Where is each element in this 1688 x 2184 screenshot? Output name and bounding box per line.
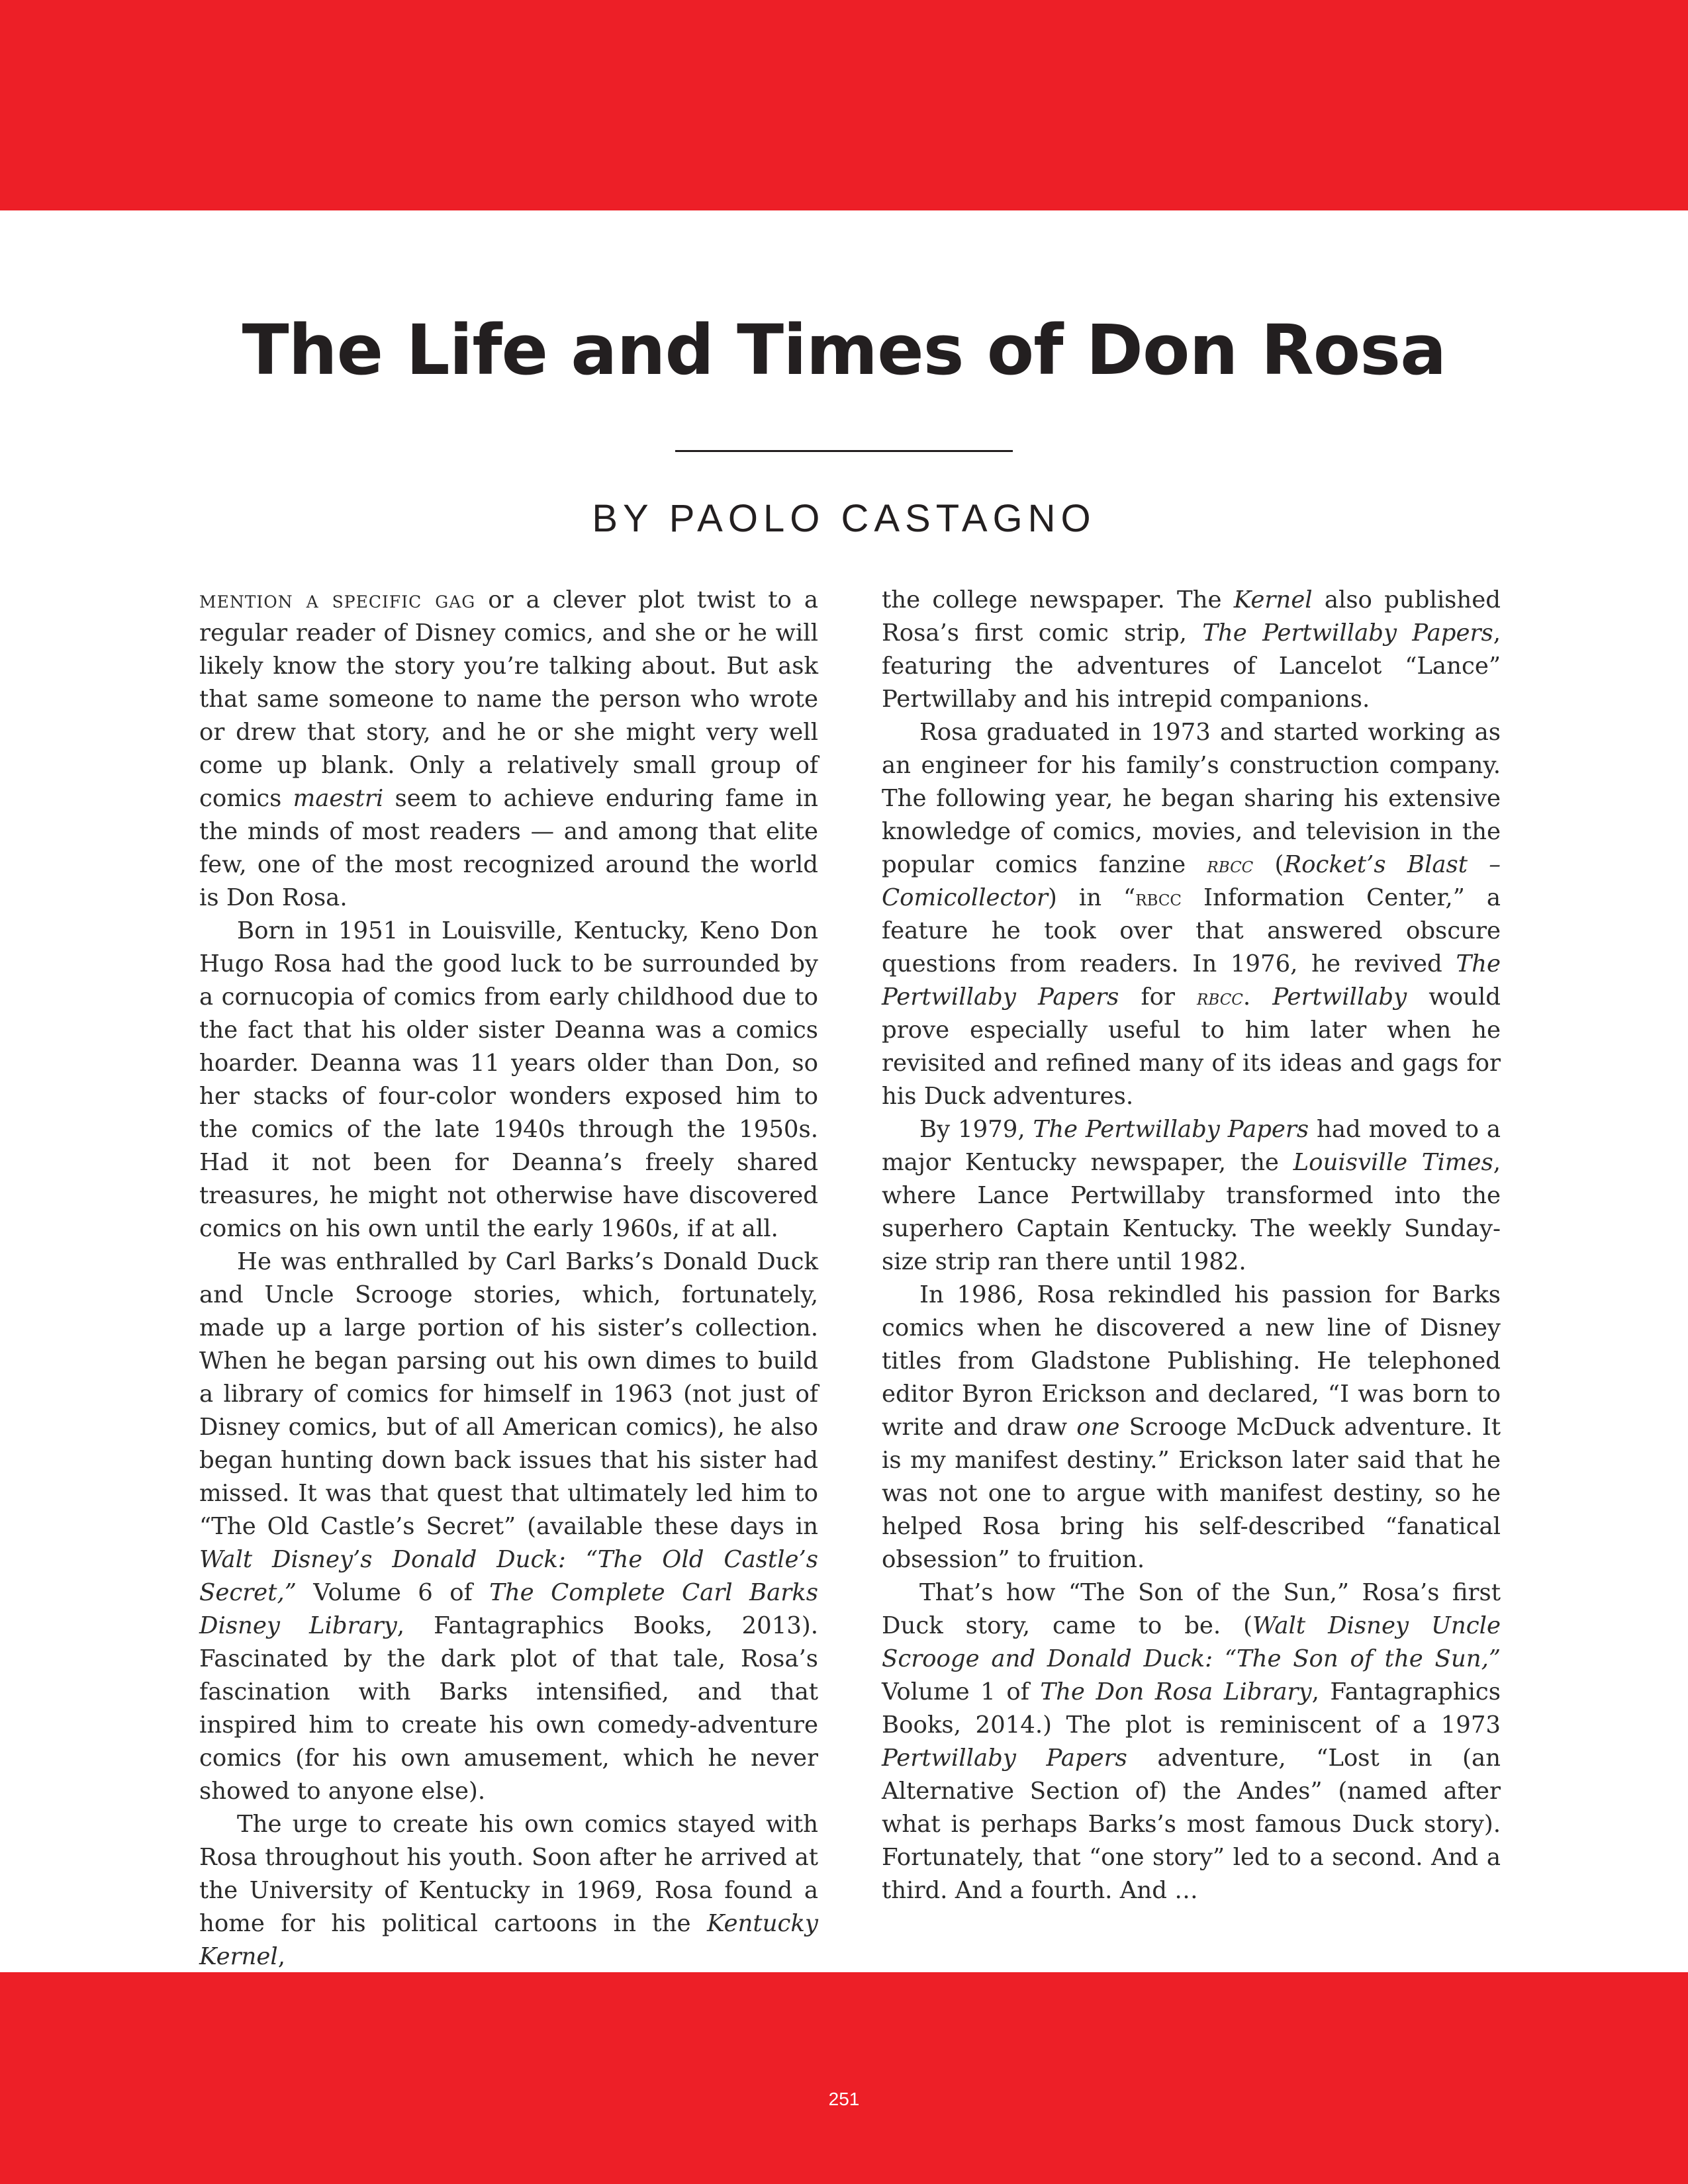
left-text-column <box>199 584 818 1974</box>
bottom-red-band <box>0 1972 1688 2184</box>
title-divider <box>675 450 1013 452</box>
article-title: The Life and Times of Don Rosa <box>242 310 1446 390</box>
paragraph: That’s how “The Son of the Sun,” Rosa’s first Duck story, came to be. (Walt Disney Uncle Scrooge and Donald Duck: “The Son of the Sun,” Volume 1 of The Don Rosa Library, Fantagraphics Books, 2014.) The plot is reminiscent of a 1973 Pertwillaby Papers adventure, “Lost in (an Alternative Section of) the Andes” (named after what is perhaps Barks’s most famous Duck story). Fortunately, that “one story” led to a second. And a third. And a fourth. And … <box>882 1579 1501 1904</box>
paragraph: The urge to create his own comics stayed with Rosa throughout his youth. Soon after he arrived at the University of Kentucky in 1969, Rosa found a home for his political cartoons in the Kentucky Kernel, <box>199 1811 818 1970</box>
lead-in: mention a specific gag <box>199 586 476 614</box>
page-number: 251 <box>828 2089 860 2109</box>
paragraph: Rosa graduated in 1973 and started working as an engineer for his family’s construction company. The following year, he began sharing his extensive knowledge of comics, movies, and television in the popular comics fanzine rbcc (Rocket’s Blast – Comicollector) in “rbcc Information Center,” a feature he took over that answered obscure questions from readers. In 1976, he revived The Pertwillaby Papers for rbcc. Pertwillaby would prove especially useful to him later when he revisited and refined many of its ideas and gags for his Duck adventures. <box>882 719 1501 1110</box>
right-text-column <box>882 584 1501 1907</box>
paragraph: the college newspaper. The Kernel also published Rosa’s first comic strip, The Pertwillaby Papers, featuring the adventures of Lancelot “Lance” Pertwillaby and his intrepid companions. <box>882 586 1501 713</box>
paragraph: mention a specific gag or a clever plot twist to a regular reader of Disney comics, and she or he will likely know the story you’re talking about. But ask that same someone to name the person who wrote or drew that story, and he or she might very well come up blank. Only a relatively small group of comics maestri seem to achieve enduring fame in the minds of most readers — and among that elite few, one of the most recognized around the world is Don Rosa. <box>199 586 818 911</box>
paragraph: Born in 1951 in Louisville, Kentucky, Keno Don Hugo Rosa had the good luck to be surrounded by a cornucopia of comics from early childhood due to the fact that his older sister Deanna was a comics hoarder. Deanna was 11 years older than Don, so her stacks of four-color wonders exposed him to the comics of the late 1940s through the 1950s. Had it not been for Deanna’s freely shared treasures, he might not otherwise have discovered comics on his own until the early 1960s, if at all. <box>199 917 818 1242</box>
paragraph: By 1979, The Pertwillaby Papers had moved to a major Kentucky newspaper, the Louisville Times, where Lance Pertwillaby transformed into the superhero Captain Kentucky. The weekly Sunday-size strip ran there until 1982. <box>882 1116 1501 1275</box>
byline: BY PAOLO CASTAGNO <box>592 497 1096 540</box>
paragraph: In 1986, Rosa rekindled his passion for Barks comics when he discovered a new line of Disney titles from Gladstone Publishing. He telephoned editor Byron Erickson and declared, “I was born to write and draw one Scrooge McDuck adventure. It is my manifest destiny.” Erickson later said that he was not one to argue with manifest destiny, so he helped Rosa bring his self-described “fanatical obsession” to fruition. <box>882 1281 1501 1573</box>
paragraph: He was enthralled by Carl Barks’s Donald Duck and Uncle Scrooge stories, which, fortunately, made up a large portion of his sister’s collection. When he began parsing out his own dimes to build a library of comics for himself in 1963 (not just of Disney comics, but of all American comics), he also began hunting down back issues that his sister had missed. It was that quest that ultimately led him to “The Old Castle’s Secret” (available these days in Walt Disney’s Donald Duck: “The Old Castle’s Secret,” Volume 6 of The Complete Carl Barks Disney Library, Fantagraphics Books, 2013). Fascinated by the dark plot of that tale, Rosa’s fascination with Barks intensified, and that inspired him to create his own comedy-adventure comics (for his own amusement, which he never showed to anyone else). <box>199 1248 819 1805</box>
top-red-band <box>0 0 1688 210</box>
